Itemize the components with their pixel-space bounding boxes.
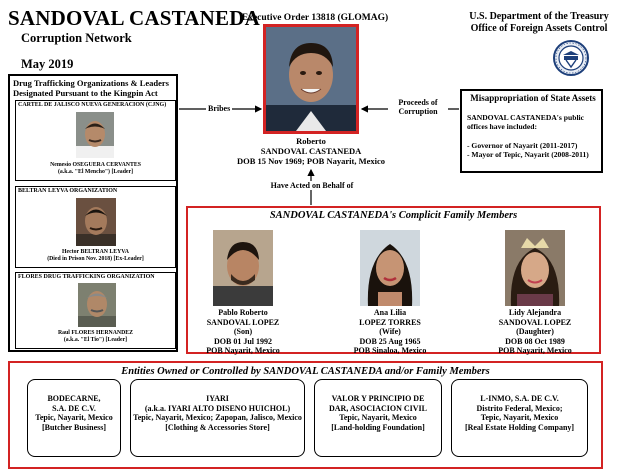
family-member-caption <box>475 308 595 356</box>
family-relation: (Wife) <box>379 327 401 336</box>
state-assets-text <box>467 113 601 160</box>
family-dob: DOB 08 Oct 1989 <box>505 336 565 346</box>
entity-box-bodecarne <box>27 379 121 457</box>
entity-box-valor <box>314 379 442 457</box>
family-member-caption <box>183 308 303 356</box>
family-first-name: Ana Lilia <box>373 308 407 317</box>
entity-type: [Butcher Business] <box>41 422 107 432</box>
page-title: SANDOVAL CASTANEDA <box>8 6 260 30</box>
org-leader-caption <box>16 162 175 176</box>
entity-name: VALOR Y PRINCIPIO DE <box>331 394 425 403</box>
entity-type: [Clothing & Accessories Store] <box>165 422 270 432</box>
entity-location: Tepic, Nayarit, Mexico <box>35 413 113 422</box>
proceeds-label-line2: Corruption <box>398 107 438 116</box>
kingpin-heading-line1: Drug Trafficking Organizations & Leaders <box>13 78 169 88</box>
agency-line-1: U.S. Department of the Treasury <box>469 11 609 22</box>
org-leader-name: Hector BELTRAN LEYVA <box>62 249 129 255</box>
page-subtitle: Corruption Network <box>21 31 132 45</box>
ana-lilia-photo <box>360 230 420 306</box>
proceeds-label-line1: Proceeds of <box>398 98 438 107</box>
office-item-mayor: - Mayor of Tepic, Nayarit (2008-2011) <box>467 150 589 160</box>
family-first-name: Lidy Alejandra <box>508 308 562 317</box>
entities-panel-title: Entities Owned or Controlled by SANDOVAL CASTANEDA and/or Family Members <box>121 366 490 377</box>
entity-name: L-INMO, S.A. DE C.V. <box>480 394 559 403</box>
entity-location-2: Tepic, Nayarit, Mexico <box>480 413 559 422</box>
family-dob: DOB 01 Jul 1992 <box>213 336 272 346</box>
office-item-governor: - Governor of Nayarit (2011-2017) <box>467 140 578 150</box>
roberto-sandoval-photo <box>263 24 359 134</box>
center-name-last: SANDOVAL CASTANEDA <box>260 146 362 156</box>
page-date: May 2019 <box>21 57 74 71</box>
org-leader-name: Raul FLORES HERNANDEZ <box>57 330 134 336</box>
bribes-label: Bribes <box>208 104 231 113</box>
family-last-name: SANDOVAL LOPEZ <box>498 317 572 327</box>
org-leader-caption <box>16 249 175 263</box>
entity-box-iyari <box>130 379 305 457</box>
center-name-first: Roberto <box>296 136 326 146</box>
family-relation: (Daughter) <box>516 327 554 336</box>
flores-photo <box>78 283 116 327</box>
entity-name-suffix: S.A. DE C.V. <box>52 403 96 413</box>
entity-type: [Land-holding Foundation] <box>331 422 425 432</box>
lidy-alejandra-photo <box>505 230 565 306</box>
family-member-caption <box>330 308 450 356</box>
family-dob: DOB 25 Aug 1965 <box>359 336 421 346</box>
oseguera-photo <box>76 112 114 158</box>
kingpin-panel-heading <box>13 78 178 98</box>
proceeds-label <box>388 98 448 116</box>
family-relation: (Son) <box>233 327 253 336</box>
org-leader-name: Nemesio OSEGUERA CERVANTES <box>50 162 141 168</box>
agency-line-2: Office of Foreign Assets Control <box>470 23 608 34</box>
executive-order-label: Executive Order 13818 (GLOMAG) <box>241 13 389 23</box>
kingpin-heading-line2: Designated Pursuant to the Kingpin Act <box>13 88 158 98</box>
entity-box-linmo <box>451 379 588 457</box>
state-assets-text-line2: offices have included: <box>467 122 538 132</box>
org-leader-role: (Died in Prison Nov. 2018) [Ex-Leader] <box>47 256 144 262</box>
family-pob: POB Sinaloa, Mexico <box>353 346 427 355</box>
family-last-name: SANDOVAL LOPEZ <box>206 317 280 327</box>
org-cjng <box>15 100 176 181</box>
org-flores <box>15 272 176 349</box>
beltran-photo <box>76 198 116 246</box>
family-last-name: LOPEZ TORRES <box>359 317 421 327</box>
entity-location: Tepic, Nayarit, Mexico; Zapopan, Jalisco, Mexico <box>133 413 302 422</box>
family-first-name: Pablo Roberto <box>218 308 268 317</box>
acted-on-behalf-label: Have Acted on Behalf of <box>252 181 372 190</box>
family-pob: POB Nayarit, Mexico <box>498 346 572 355</box>
entity-name: IYARI <box>206 394 229 403</box>
entity-name-cont: DAR, ASOCIACION CIVIL <box>328 403 427 413</box>
family-pob: POB Nayarit, Mexico <box>206 346 280 355</box>
entity-name: BODECARNE, <box>47 394 101 403</box>
entity-aka: (a.k.a. IYARI ALTO DISENO HUICHOL) <box>144 403 291 413</box>
center-person-caption <box>225 136 397 166</box>
org-name: BELTRAN LEYVA ORGANIZATION <box>18 188 118 194</box>
org-name: CARTEL DE JALISCO NUEVA GENERACION (CJNG) <box>18 102 167 108</box>
center-dob-pob: DOB 15 Nov 1969; POB Nayarit, Mexico <box>236 156 386 166</box>
org-leader-role: (a.k.a. "El Mencho") [Leader] <box>57 169 134 175</box>
org-beltran-leyva <box>15 186 176 268</box>
org-leader-role: (a.k.a. "El Tio") [Leader] <box>63 337 128 343</box>
entity-location: Distrito Federal, Mexico; <box>476 403 563 413</box>
entity-location: Tepic, Nayarit, Mexico <box>339 413 417 422</box>
org-name: FLORES DRUG TRAFFICKING ORGANIZATION <box>18 274 155 280</box>
family-panel-title: SANDOVAL CASTANEDA's Complicit Family Members <box>269 210 518 221</box>
state-assets-heading: Misappropriation of State Assets <box>470 93 596 103</box>
state-assets-text-line1: SANDOVAL CASTANEDA's public <box>467 113 585 122</box>
entity-type: [Real Estate Holding Company] <box>464 422 575 432</box>
pablo-roberto-photo <box>213 230 273 306</box>
org-leader-caption <box>16 330 175 344</box>
